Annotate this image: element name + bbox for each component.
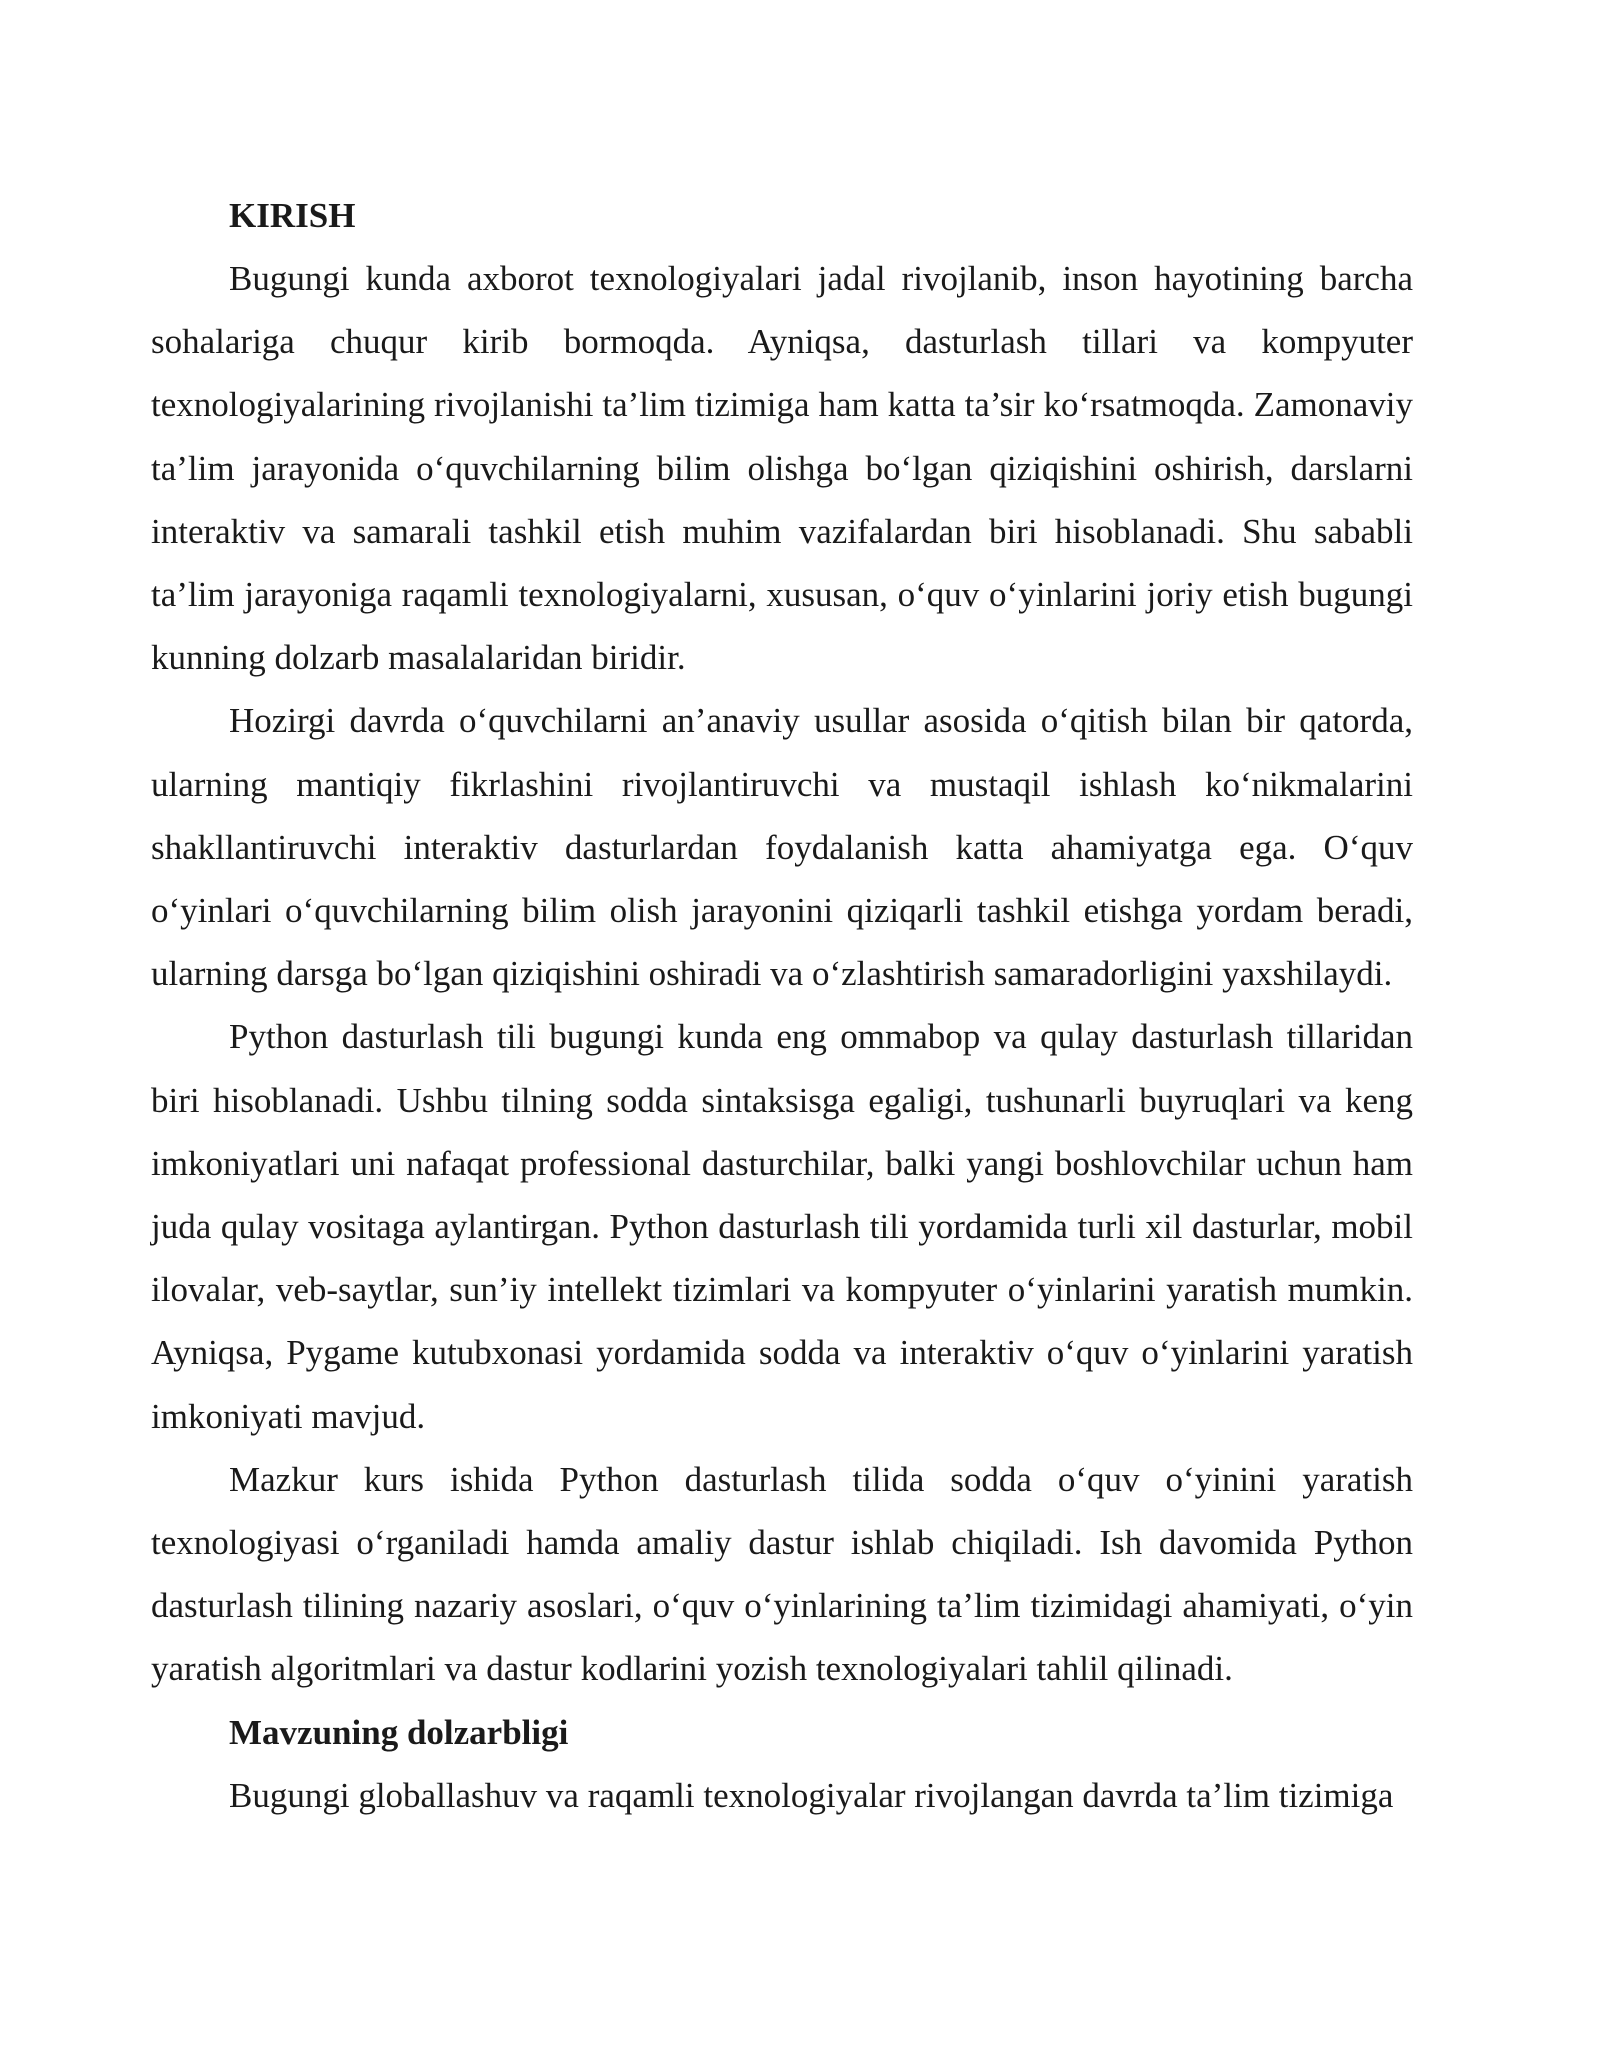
section-heading-kirish: KIRISH xyxy=(229,196,356,235)
paragraph-intro-2: Hozirgi davrda o‘quvchilarni an’anaviy usullar asosida o‘qitish bilan bir qatorda, ularning mantiqiy fikrlashini rivojlantiruvchi va mustaqil ishlash ko‘nikmalarini shakllantiruvchi interaktiv dasturlardan foydalanish katta ahamiyatga ega. O‘quv o‘yinlari o‘quvchilarning bilim olish jarayonini qiziqarli tashkil etishga yordam beradi, ularning darsga bo‘lgan qiziqishini oshiradi va o‘zlashtirish samaradorligini yaxshilaydi. xyxy=(151,701,1413,994)
paragraph-relevance-1: Bugungi globallashuv va raqamli texnologiyalar rivojlangan davrda ta’lim tizimiga xyxy=(229,1775,1394,1815)
paragraph-intro-1: Bugungi kunda axborot texnologiyalari jadal rivojlanib, inson hayotining barcha sohalariga chuqur kirib bormoqda. Ayniqsa, dasturlash tillari va kompyuter texnologiyalarining rivojlanishi ta’lim tizimiga ham katta ta’sir ko‘rsatmoqda. Zamonaviy ta’lim jarayonida o‘quvchilarning bilim olishga bo‘lgan qiziqishini oshirish, darslarni interaktiv va samarali tashkil etish muhim vazifalardan biri hisoblanadi. Shu sababli ta’lim jarayoniga raqamli texnologiyalarni, xususan, o‘quv o‘yinlarini joriy etish bugungi kunning dolzarb masalalaridan biridir. xyxy=(151,259,1413,678)
paragraph-intro-3: Python dasturlash tili bugungi kunda eng ommabop va qulay dasturlash tillaridan biri hisoblanadi. Ushbu tilning sodda sintaksisga egaligi, tushunarli buyruqlari va keng imkoniyatlari uni nafaqat professional dasturchilar, balki yangi boshlovchilar uchun ham juda qulay vositaga aylantirgan. Python dasturlash tili yordamida turli xil dasturlar, mobil ilovalar, veb-saytlar, sun’iy intellekt tizimlari va kompyuter o‘yinlarini yaratish mumkin. Ayniqsa, Pygame kutubxonasi yordamida sodda va interaktiv o‘quv o‘yinlarini yaratish imkoniyati mavjud. xyxy=(151,1017,1413,1436)
document-page xyxy=(151,184,1413,1827)
paragraph-intro-4: Mazkur kurs ishida Python dasturlash tilida sodda o‘quv o‘yinini yaratish texnologiyasi o‘rganiladi hamda amaliy dastur ishlab chiqiladi. Ish davomida Python dasturlash tilining nazariy asoslari, o‘quv o‘yinlarining ta’lim tizimidagi ahamiyati, o‘yin yaratish algoritmlari va dastur kodlarini yozish texnologiyalari tahlil qilinadi. xyxy=(151,1459,1413,1689)
section-heading-relevance: Mavzuning dolzarbligi xyxy=(229,1712,569,1752)
